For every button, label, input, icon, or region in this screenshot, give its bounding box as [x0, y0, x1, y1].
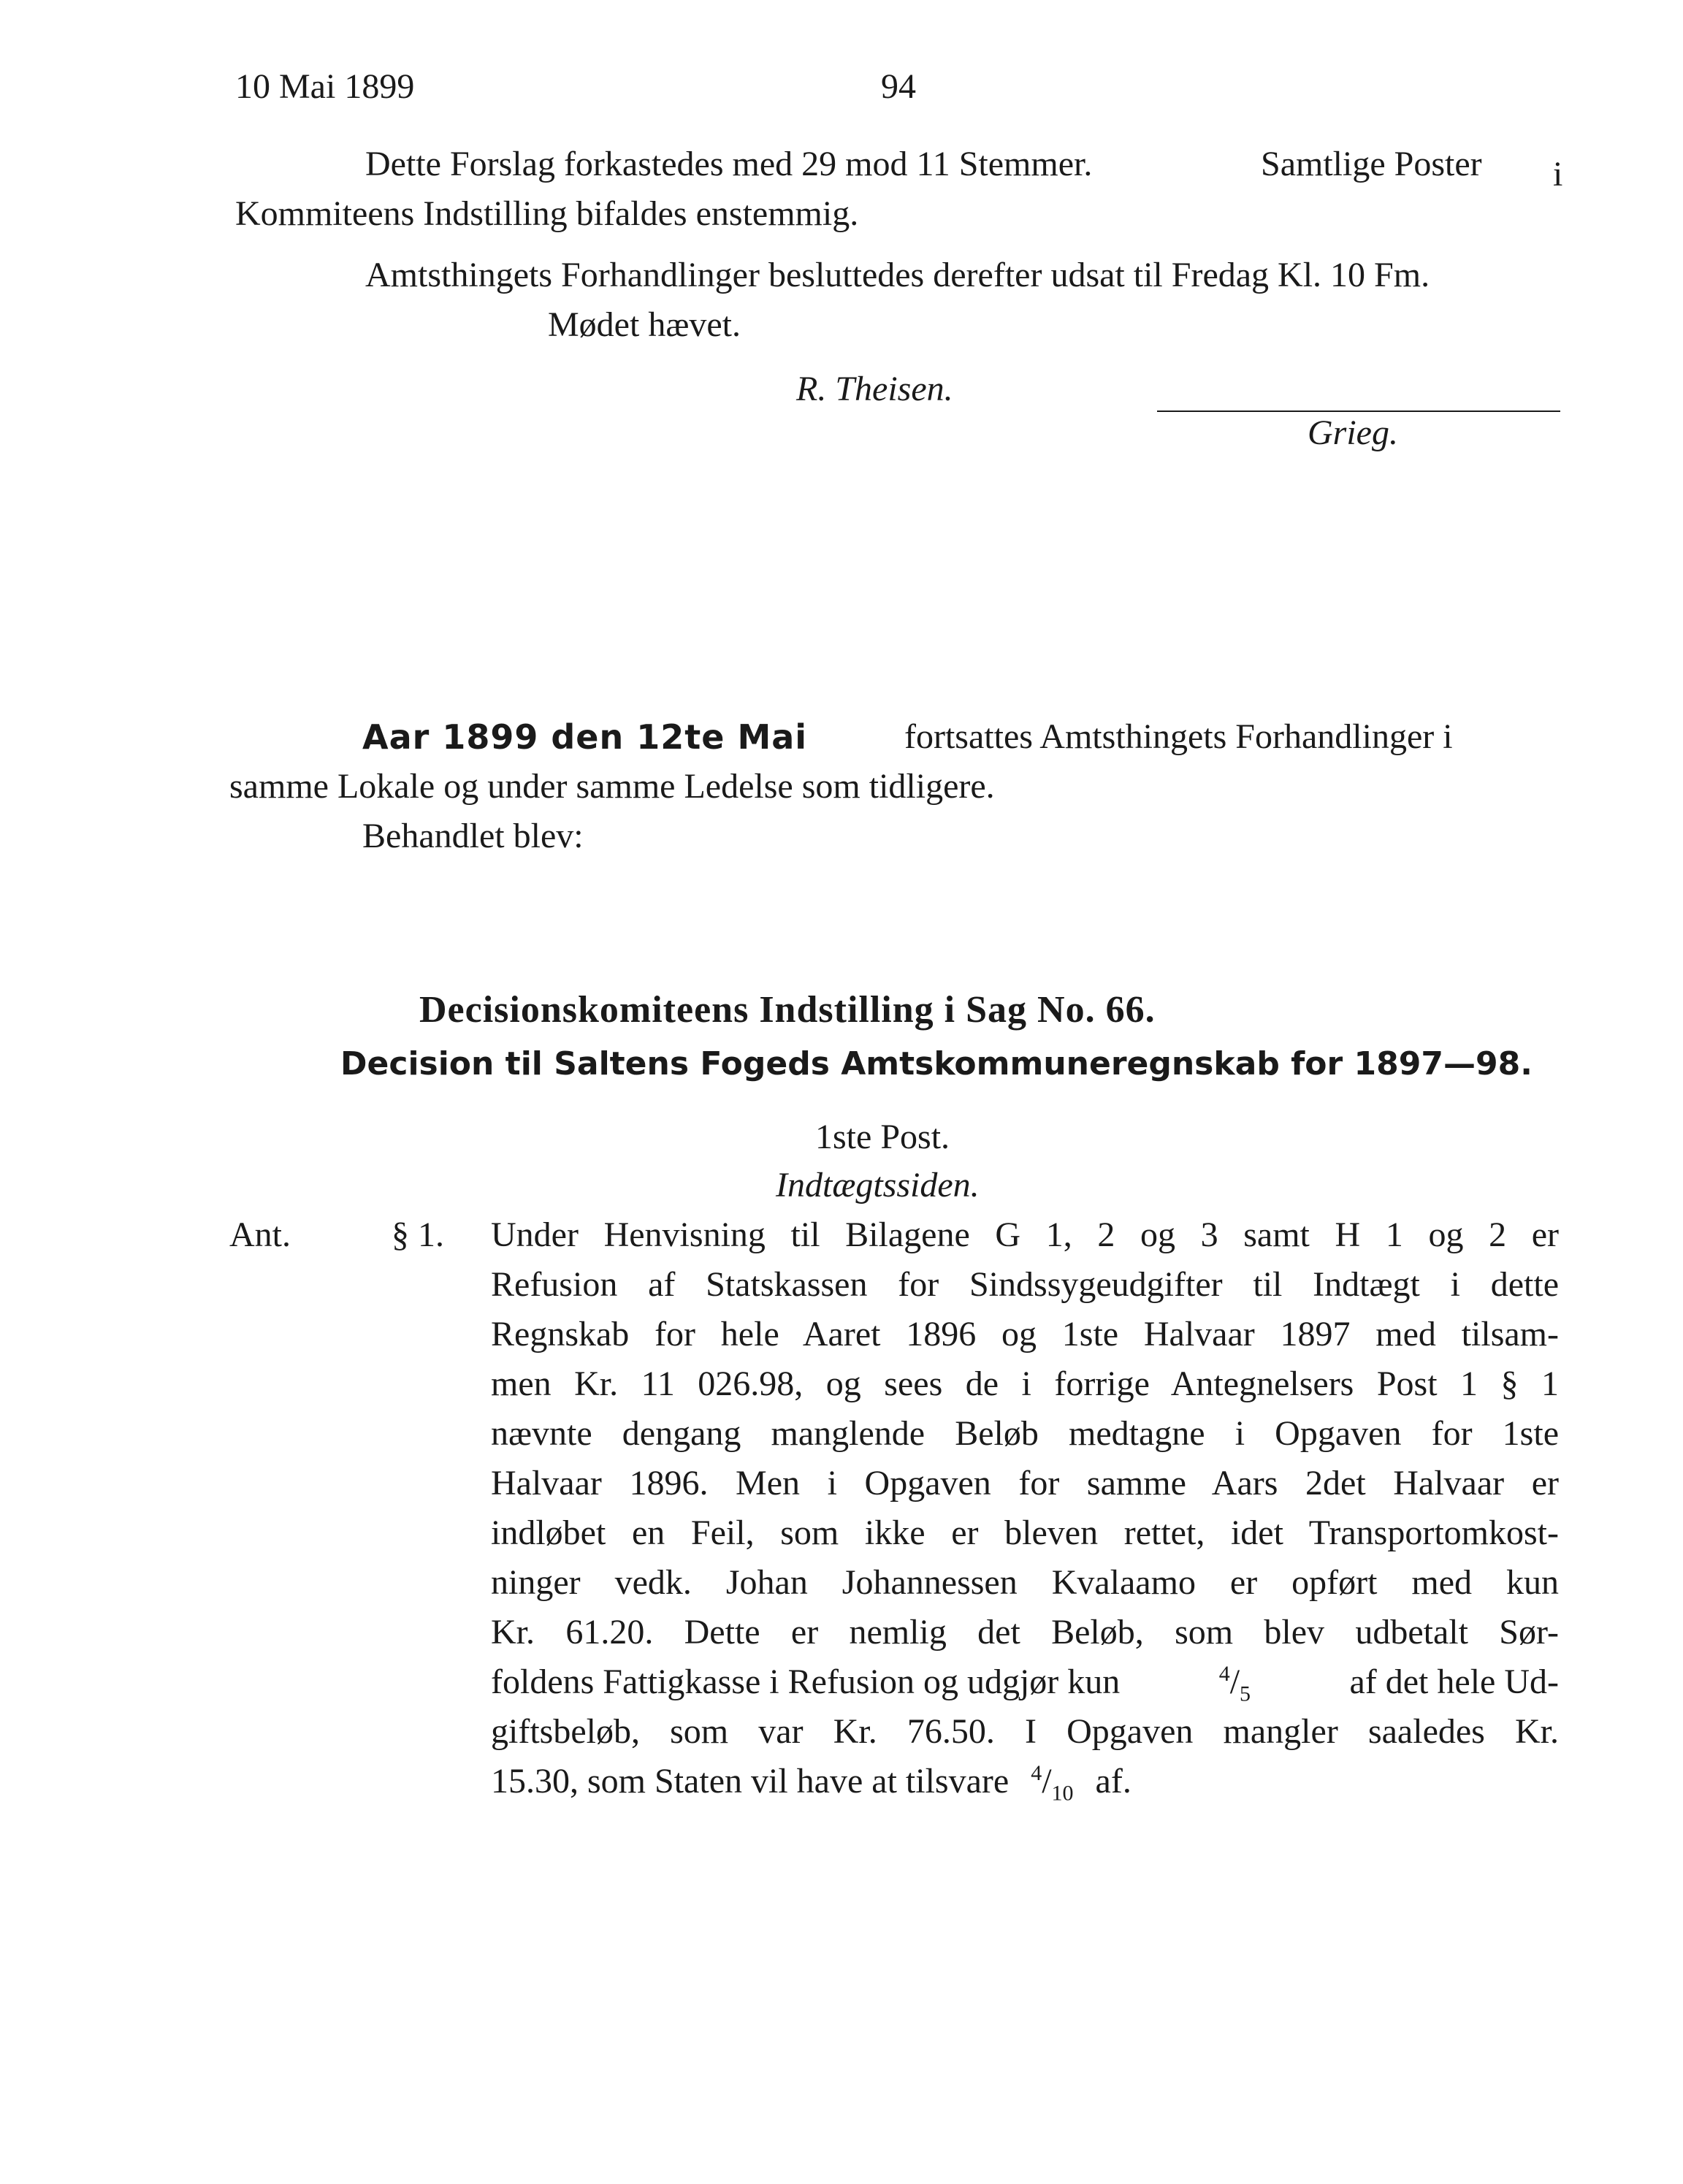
paragraph-mark: § 1. [392, 1215, 444, 1254]
body-line-12 [491, 1757, 1131, 1806]
section1-line1-left: Dette Forslag forkastedes med 29 mod 11 Stemmer. [365, 145, 1093, 183]
section1-line1-right: Samtlige Poster [1261, 145, 1482, 183]
section2-line2: samme Lokale og under samme Ledelse som tidligere. [229, 767, 995, 806]
section2-line3: Behandlet blev: [362, 817, 584, 855]
body-line-3: Regnskab for hele Aaret 1896 og 1ste Halvaar 1897 med tilsam- [491, 1315, 1559, 1353]
section1-line3: Amtsthingets Forhandlinger besluttedes derefter udsat til Fredag Kl. 10 Fm. [365, 256, 1430, 294]
page-number: 94 [881, 67, 916, 106]
case-title: Decisionskomiteens Indstilling i Sag No. 66. [419, 989, 1156, 1031]
margin-label: Ant. [229, 1215, 291, 1254]
fraction1-numerator: 4 [1218, 1662, 1230, 1686]
section2-line1-rest: fortsattes Amtsthingets Forhandlinger i [904, 717, 1453, 756]
signature-theisen: R. Theisen. [796, 370, 953, 408]
body-line-5: nævnte dengang manglende Beløb medtagne i Opgaven for 1ste [491, 1414, 1559, 1453]
fraction2-numerator: 4 [1031, 1761, 1042, 1785]
post-heading: 1ste Post. [815, 1118, 950, 1156]
section1-line1-tail: i [1553, 155, 1563, 194]
side-heading: Indtægtssiden. [776, 1166, 980, 1204]
section1-line4: Mødet hævet. [548, 305, 741, 344]
signature-grieg: Grieg. [1308, 413, 1398, 452]
body-line-10-a: foldens Fattigkasse i Refusion og udgjør kun [491, 1662, 1121, 1701]
section2-heading-bold: Aar 1899 den 12te Mai [362, 717, 808, 757]
body-line-1: Under Henvisning til Bilagene G 1, 2 og 3 samt H 1 og 2 er [491, 1215, 1559, 1254]
section1-line2: Kommiteens Indstilling bifaldes enstemmig. [235, 194, 859, 233]
body-line-2: Refusion af Statskassen for Sindssygeudgifter til Indtægt i dette [491, 1265, 1559, 1304]
body-line-4: men Kr. 11 026.98, og sees de i forrige Antegnelsers Post 1 § 1 [491, 1364, 1559, 1403]
body-line-10 [491, 1658, 1559, 1706]
body-line-7: indløbet en Feil, som ikke er bleven rettet, idet Transportomkost- [491, 1513, 1559, 1552]
fraction-four-tenths: $^4/_{10}$ [1031, 1761, 1074, 1806]
fraction1-denominator: 5 [1240, 1681, 1251, 1706]
section2-line1 [362, 713, 807, 762]
body-line-8: ninger vedk. Johan Johannessen Kvalaamo er opført med kun [491, 1563, 1559, 1602]
case-subtitle: Decision til Saltens Fogeds Amtskommuneregnskab for 1897—98. [340, 1045, 1533, 1083]
fraction2-denominator: 10 [1051, 1781, 1074, 1806]
body-line-9: Kr. 61.20. Dette er nemlig det Beløb, som blev udbetalt Sør- [491, 1613, 1559, 1652]
header-date: 10 Mai 1899 [235, 67, 415, 106]
body-line-10-b: af det hele Ud- [1349, 1662, 1559, 1701]
fraction-four-fifths: $^4/_5$ [1218, 1662, 1251, 1706]
body-line-6: Halvaar 1896. Men i Opgaven for samme Aars 2det Halvaar er [491, 1464, 1559, 1503]
body-line-11: giftsbeløb, som var Kr. 76.50. I Opgaven mangler saaledes Kr. [491, 1712, 1559, 1751]
body-line-12-a: 15.30, som Staten vil have at tilsvare [491, 1762, 1010, 1801]
body-line-12-b: af. [1095, 1762, 1131, 1801]
